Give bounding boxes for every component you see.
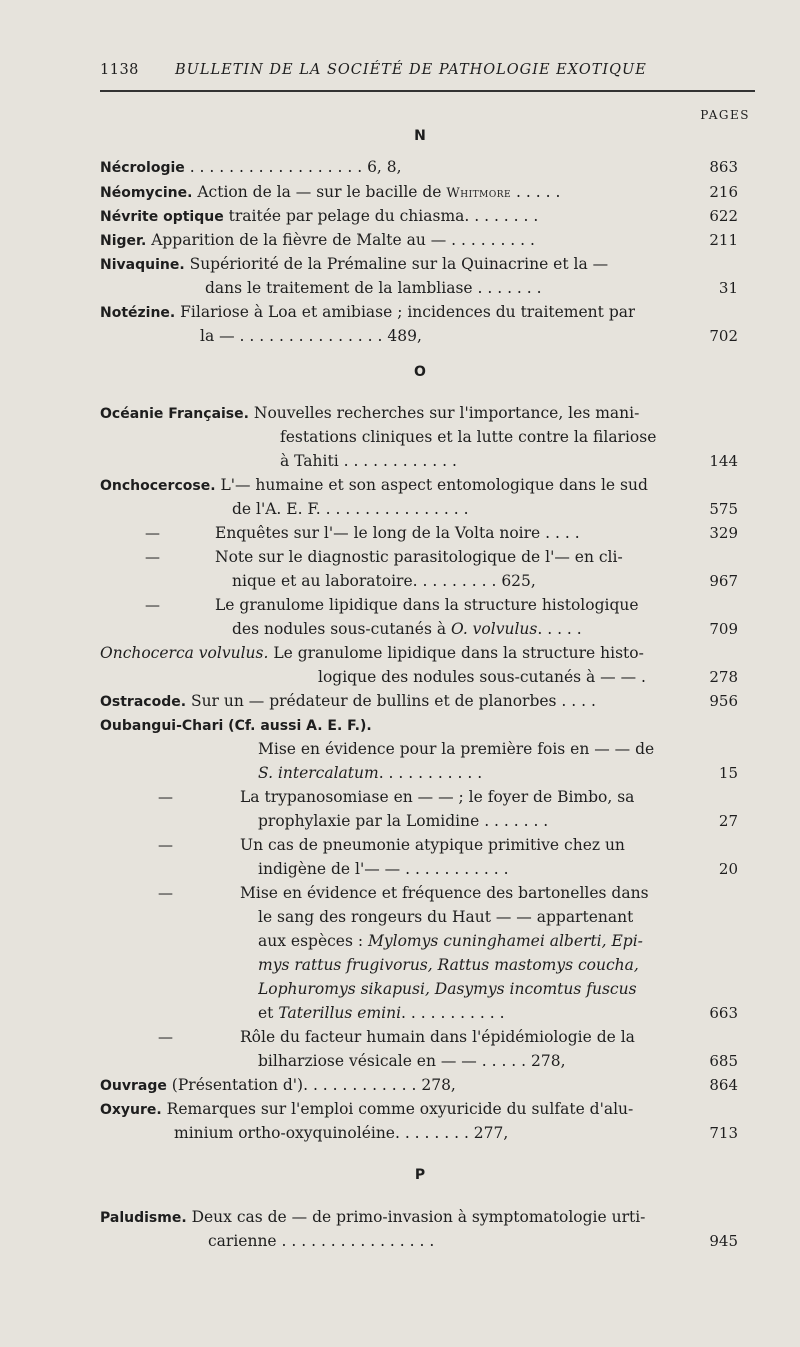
running-header <box>100 62 670 86</box>
page-ref: 31 <box>718 279 738 297</box>
page-ref: 864 <box>709 1076 738 1094</box>
index-entry: Paludisme. Deux cas de — de primo-invasion à symptomatologie urti- <box>100 1208 646 1226</box>
index-entry-text: Un cas de pneumonie atypique primitive chez un <box>240 836 625 854</box>
index-entry: — <box>145 596 160 614</box>
index-entry: Oubangui-Chari (Cf. aussi A. E. F.). <box>100 718 372 734</box>
index-entry-continuation: indigène de l'— — . . . . . . . . . . . <box>258 860 509 878</box>
page-ref: 945 <box>709 1232 738 1250</box>
journal-title: BULLETIN DE LA SOCIÉTÉ DE PATHOLOGIE EXOTIQUE <box>175 62 647 78</box>
index-entry-continuation: carienne . . . . . . . . . . . . . . . . <box>208 1232 435 1250</box>
index-entry-continuation: festations cliniques et la lutte contre la filariose <box>280 428 657 446</box>
page-ref: 20 <box>718 860 738 878</box>
index-entry: Niger. Apparition de la fièvre de Malte au — . . . . . . . . . <box>100 231 535 249</box>
index-entry: — <box>145 548 160 566</box>
page-ref: 15 <box>718 764 738 782</box>
index-entry-continuation: et Taterillus emini. . . . . . . . . . . <box>258 1004 505 1022</box>
page-ref: 863 <box>709 158 738 176</box>
page-ref: 709 <box>709 620 738 638</box>
index-entry-text: Note sur le diagnostic parasitologique de l'— en cli- <box>215 548 623 566</box>
page-ref: 575 <box>709 500 738 518</box>
index-entry: — <box>158 836 173 854</box>
index-entry-text: Rôle du facteur humain dans l'épidémiologie de la <box>240 1028 635 1046</box>
page-ref: 713 <box>709 1124 738 1142</box>
index-entry-continuation: mys rattus frugivorus, Rattus mastomys coucha, <box>258 956 639 974</box>
index-entry-text: Mise en évidence et fréquence des bartonelles dans <box>240 884 649 902</box>
page-ref: 967 <box>709 572 738 590</box>
index-entry: Onchocercose. L'— humaine et son aspect entomologique dans le sud <box>100 476 648 494</box>
page-number: 1138 <box>100 62 139 78</box>
index-entry-continuation: prophylaxie par la Lomidine . . . . . . . <box>258 812 549 830</box>
page-ref: 27 <box>718 812 738 830</box>
index-entry-continuation: nique et au laboratoire. . . . . . . . . 625, <box>232 572 536 590</box>
section-letter-o: O <box>414 364 426 380</box>
index-entry-continuation: la — . . . . . . . . . . . . . . . 489, <box>200 327 422 345</box>
index-entry: Ostracode. Sur un — prédateur de bullins et de planorbes . . . . <box>100 692 596 710</box>
index-entry-text: Le granulome lipidique dans la structure histologique <box>215 596 639 614</box>
section-letter-n: N <box>414 128 426 144</box>
index-entry: — <box>158 788 173 806</box>
page-ref: 329 <box>709 524 738 542</box>
index-entry: — <box>158 1028 173 1046</box>
index-entry-continuation: le sang des rongeurs du Haut — — appartenant <box>258 908 634 926</box>
index-entry: Notézine. Filariose à Loa et amibiase ; incidences du traitement par <box>100 303 636 321</box>
index-entry: Oxyure. Remarques sur l'emploi comme oxyuricide du sulfate d'alu- <box>100 1100 634 1118</box>
section-letter-p: P <box>414 1167 426 1183</box>
index-entry-continuation: de l'A. E. F. . . . . . . . . . . . . . . . <box>232 500 469 518</box>
page-ref: 216 <box>709 183 738 201</box>
index-entry: Ouvrage (Présentation d'). . . . . . . . . . . . 278, <box>100 1076 456 1094</box>
index-entry-text: La trypanosomiase en — — ; le foyer de Bimbo, sa <box>240 788 635 806</box>
page-ref: 956 <box>709 692 738 710</box>
page-ref: 211 <box>709 231 738 249</box>
page-ref: 702 <box>709 327 738 345</box>
page-ref: 278 <box>709 668 738 686</box>
page-ref: 685 <box>709 1052 738 1070</box>
index-entry: Nécrologie . . . . . . . . . . . . . . . . . . 6, 8, <box>100 158 402 176</box>
index-entry: — <box>145 524 160 542</box>
index-entry: Océanie Française. Nouvelles recherches sur l'importance, les mani- <box>100 404 640 422</box>
index-entry: — <box>158 884 173 902</box>
index-entry-continuation: à Tahiti . . . . . . . . . . . . <box>280 452 457 470</box>
index-entry-text: Enquêtes sur l'— le long de la Volta noire . . . . <box>215 524 580 542</box>
index-entry-continuation: des nodules sous-cutanés à O. volvulus. . . . . <box>232 620 582 638</box>
index-entry: Onchocerca volvulus. Le granulome lipidique dans la structure histo- <box>100 644 644 662</box>
index-entry-continuation: S. intercalatum. . . . . . . . . . . <box>258 764 483 782</box>
index-entry-continuation: logique des nodules sous-cutanés à — — . <box>318 668 646 686</box>
index-entry-continuation: minium ortho-oxyquinoléine. . . . . . . . 277, <box>174 1124 509 1142</box>
index-entry: Névrite optique traitée par pelage du chiasma. . . . . . . . <box>100 207 539 225</box>
index-entry-continuation: aux espèces : Mylomys cuninghamei alberti, Epi- <box>258 932 643 950</box>
index-entry-continuation: bilharziose vésicale en — — . . . . . 278, <box>258 1052 566 1070</box>
index-entry-continuation: dans le traitement de la lambliase . . . . . . . <box>205 279 542 297</box>
header-rule <box>100 90 755 92</box>
pages-column-label: PAGES <box>700 108 750 122</box>
index-entry: Nivaquine. Supériorité de la Prémaline sur la Quinacrine et la — <box>100 255 609 273</box>
index-entry-continuation: Lophuromys sikapusi, Dasymys incomtus fuscus <box>258 980 637 998</box>
page-ref: 622 <box>709 207 738 225</box>
page-ref: 144 <box>709 452 738 470</box>
index-entry-text: Mise en évidence pour la première fois en — — de <box>258 740 655 758</box>
index-entry: Néomycine. Action de la — sur le bacille de Whitmore . . . . . <box>100 183 561 201</box>
page-ref: 663 <box>709 1004 738 1022</box>
